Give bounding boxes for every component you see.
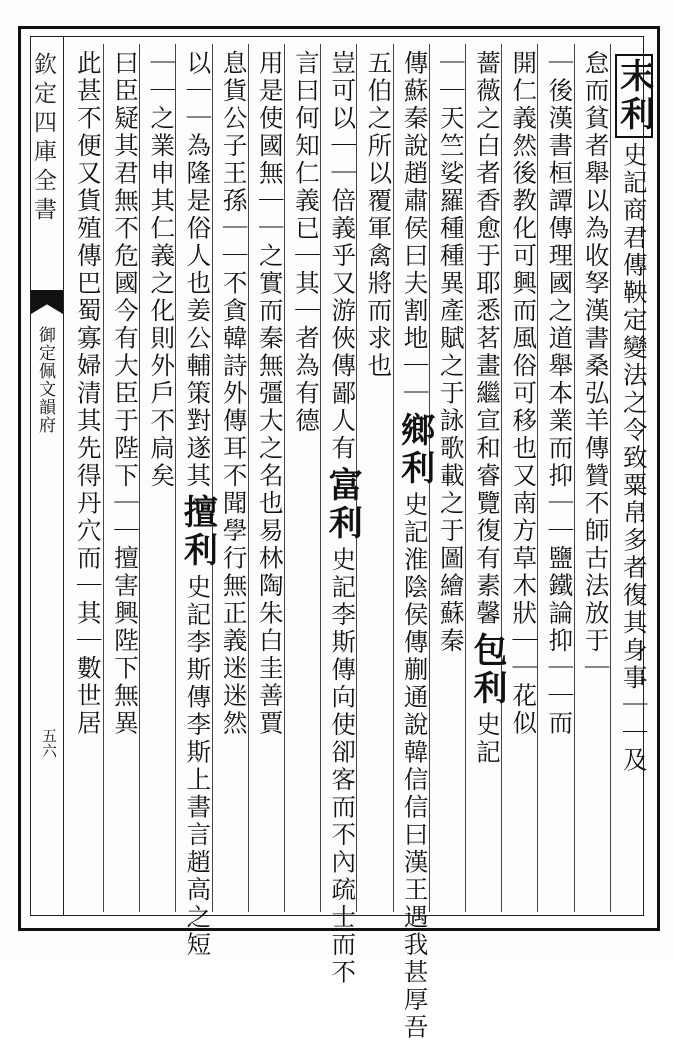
book-title: 御定佩文韻府 xyxy=(35,326,55,434)
entry-text: 此甚不便又貨殖傳巴蜀寡婦清其先得丹穴而｜其｜數世居 xyxy=(73,50,103,738)
entry-heading: 末利 xyxy=(615,54,653,138)
column-text xyxy=(144,50,178,490)
column-text xyxy=(217,50,251,738)
text-column xyxy=(320,44,363,987)
entry-text: 傳蘇秦說趙肅侯曰夫割地｜｜ xyxy=(400,50,430,408)
text-column xyxy=(284,44,320,912)
entry-text: ｜｜天竺娑羅種種異產賦之于詠歌載之于圖繪 xyxy=(436,50,466,600)
entry-text: 豈可以｜｜倍義乎又游俠傳鄙人有 xyxy=(328,50,358,463)
column-text xyxy=(467,50,507,767)
entry-text: ｜後漢書桓譚傳理國之道舉本業而抑｜｜鹽鐵論抑｜｜而 xyxy=(545,50,575,738)
entry-text: 史記商君傳鞅定變法之令致粟帛多者復其身事｜｜及 xyxy=(619,142,649,775)
text-column xyxy=(212,44,248,912)
entry-heading: 擅利 xyxy=(177,494,218,570)
entry-text: 曰臣疑其君無不危國今有大臣于陛下｜｜擅害興陛下無異 xyxy=(111,50,140,738)
text-column xyxy=(574,44,610,912)
text-column xyxy=(610,44,654,912)
column-text xyxy=(542,50,576,738)
entry-heading: 鄉利 xyxy=(394,411,435,488)
entry-text: 怠而貧者舉以為收孥漢書桑弘羊傳贊不師古法放于｜ xyxy=(581,50,611,683)
column-text xyxy=(394,50,435,1042)
entry-text: 薔薇之白者香愈于耶悉茗畫繼宣和睿覽復有素馨 xyxy=(473,50,502,628)
column-text xyxy=(615,50,653,775)
entry-text: 五伯之所以覆軍禽將而求也 xyxy=(364,50,394,380)
text-column xyxy=(501,44,537,912)
text-column xyxy=(248,44,284,912)
entry-heading: 富利 xyxy=(322,466,363,543)
entry-text: 息貨公子王孫｜｜不貪韓詩外傳耳不聞學行無正義迷迷然 xyxy=(219,50,249,738)
column-text xyxy=(177,50,218,959)
entry-text: 以｜｜為隆是俗人也姜公輔策對遂其 xyxy=(183,50,213,490)
column-text xyxy=(361,50,395,380)
entry-text: 史記淮陰侯傳蒯通說韓信信曰漢王遇我甚厚吾 xyxy=(400,491,430,1042)
text-column xyxy=(175,44,218,959)
text-column xyxy=(139,44,175,912)
column-text xyxy=(71,50,105,738)
entry-text: 開仁義然後教化可興而風俗可移也又南方草木狀｜｜花似 xyxy=(509,50,539,738)
column-text xyxy=(289,50,323,435)
text-column xyxy=(465,44,507,912)
entry-text: 用是使國無｜｜之實而秦無彊大之名也易林陶朱白圭善賈 xyxy=(255,50,285,738)
text-column xyxy=(103,44,139,912)
column-text xyxy=(434,50,468,655)
entry-text: ｜｜之業申其仁義之化則外戶不扃矣 xyxy=(147,50,177,490)
column-text xyxy=(506,50,540,738)
entry-heading: 包利 xyxy=(467,631,507,708)
column-text xyxy=(579,50,613,683)
entry-text: 史記李斯傳向使卻客而不內疏士而不 xyxy=(328,546,358,987)
collection-title: 欽定四庫全書 xyxy=(30,52,56,226)
entry-text: 言曰何知仁義已｜其｜者為有德 xyxy=(292,50,321,435)
column-text xyxy=(108,50,142,738)
page-number: 五六 xyxy=(40,728,58,758)
entry-text: 史記 xyxy=(473,711,502,767)
text-column xyxy=(393,44,435,1042)
entry-text: 史記李斯傳李斯上書言趙高之短 xyxy=(183,574,213,959)
column-text xyxy=(322,50,363,987)
text-column xyxy=(67,44,103,912)
column-text xyxy=(253,50,287,738)
entry-text: 蘇秦 xyxy=(436,600,466,655)
text-column xyxy=(537,44,573,912)
